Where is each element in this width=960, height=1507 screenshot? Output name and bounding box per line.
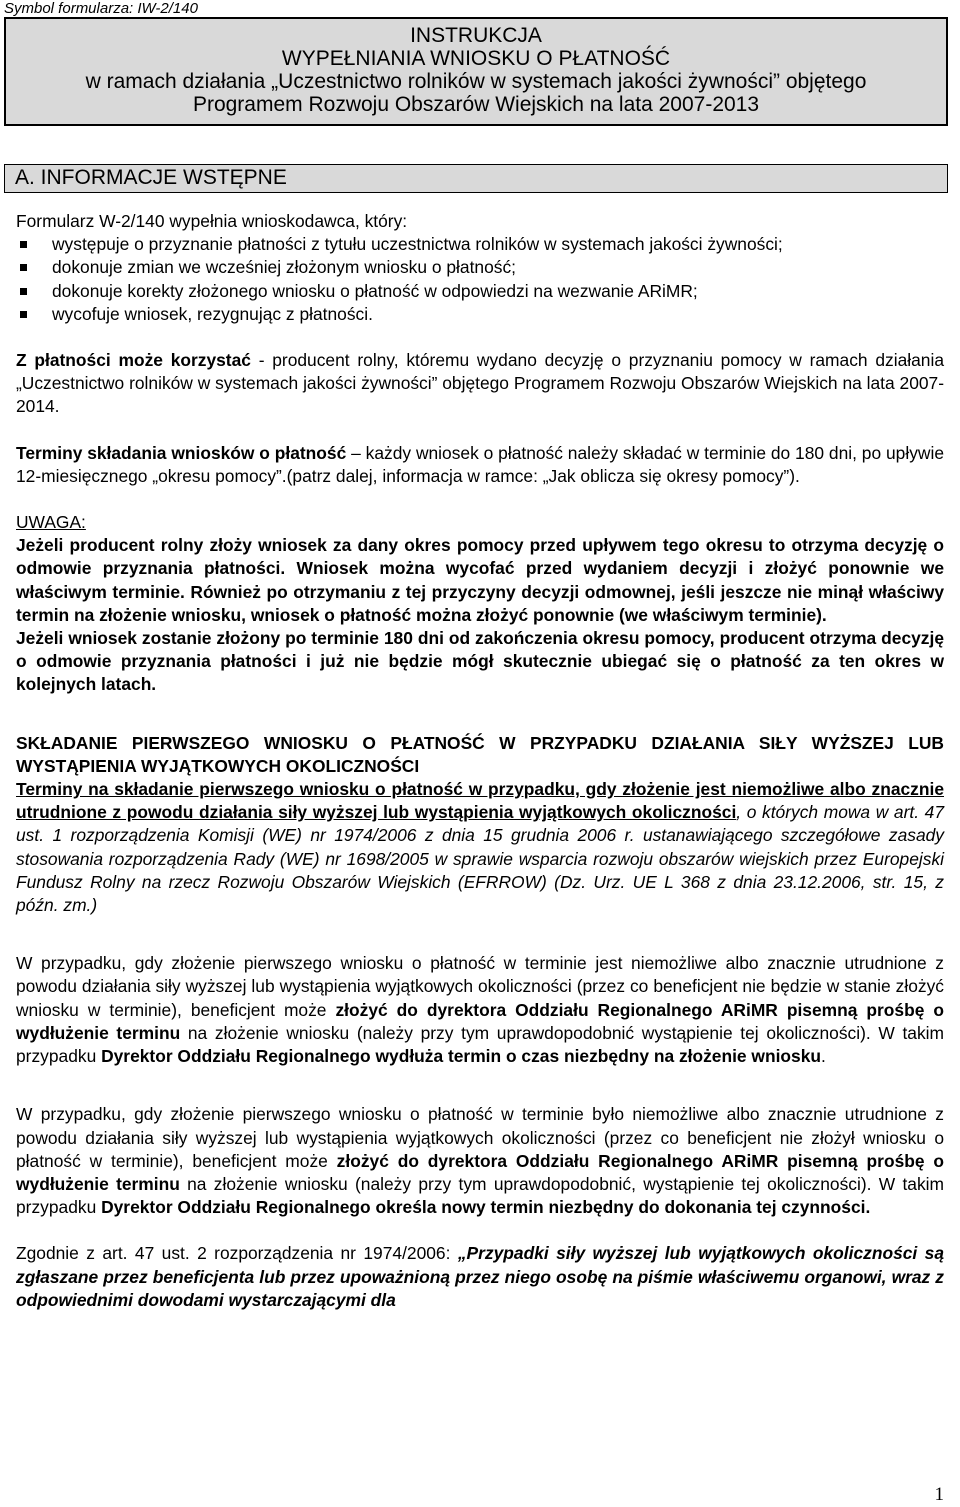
force-majeure-paragraph-1: W przypadku, gdy złożenie pierwszego wniosku o płatność w terminie jest niemożliwe albo znacznie utrudnione z powodu działania siły wyższej lub wystąpienia wyjątkowych okoliczności (przez co beneficjent nie będzie w stanie złożyć wniosku w terminie), beneficjent może złożyć do dyrektora Oddziału Regionalnego ARiMR pisemną prośbę o wydłużenie terminu na złożenie wniosku (należy przy tym uprawdopodobnić wystąpienie tej okoliczności). W takim przypadku Dyrektor Oddziału Regionalnego wydłuża termin o czas niezbędny na złożenie wniosku. bbox=[16, 953, 945, 1067]
title-box bbox=[4, 17, 948, 126]
bullet-item: dokonuje korekty złożonego wniosku o płatność w odpowiedzi na wezwanie ARiMR; bbox=[16, 280, 944, 303]
warning-label: UWAGA: bbox=[16, 512, 86, 533]
title-line-3: w ramach działania „Uczestnictwo rolników w systemach jakości żywności” objętego bbox=[85, 70, 867, 93]
intro-text: Formularz W-2/140 wypełnia wnioskodawca, który: bbox=[16, 211, 408, 231]
title-line-2: WYPEŁNIANIA WNIOSKU O PŁATNOŚĆ bbox=[281, 47, 671, 70]
force-majeure-lead-underlined: Terminy na składanie pierwszego wniosku o płatność w przypadku, gdy złożenie jest niemożliwe albo znacznie utrudnione z powodu działania siły wyższej lub wystąpienia wyjątkowych okoliczności bbox=[16, 779, 944, 823]
form-symbol: Symbol formularza: IW-2/140 bbox=[4, 0, 198, 17]
deadlines-paragraph bbox=[16, 442, 944, 488]
force-majeure-paragraph-2: W przypadku, gdy złożenie pierwszego wniosku o płatność w terminie było niemożliwe albo znacznie utrudnione z powodu działania siły wyższej lub wystąpienia wyjątkowych okoliczności (przez co beneficjent nie złożył wniosku o płatność w terminie), beneficjent może złożyć do dyrektora Oddziału Regionalnego ARiMR pisemną prośbę o wydłużenie terminu na złożenie wniosku (należy przy tym uprawdopodobnić, wystąpienie tej okoliczności). W takim przypadku Dyrektor Oddziału Regionalnego określa nowy termin niezbędny do dokonania tej czynności. bbox=[16, 1104, 945, 1218]
deadlines-text: – każdy wniosek o płatność należy składać w terminie do 180 dni, po upływie 12-miesięcznego „okresu pomocy”.(patrz dalej, informacja w ramce: „Jak oblicza się okresy pomocy”). bbox=[16, 442, 945, 486]
bullet-item: występuje o przyznanie płatności z tytułu uczestnictwa rolników w systemach jakości żywności; bbox=[16, 233, 944, 256]
warning-paragraph-1: Jeżeli producent rolny złoży wniosek za dany okres pomocy przed upływem tego okresu to otrzyma decyzję o odmowie przyznania płatności. Wniosek można wycofać przed wydaniem decyzji i złożyć ponownie we właściwym terminie. Również po otrzymaniu z tej przyczyny decyzji odmownej, jeśli jeszcze nie minął właściwy termin na złożenie wniosku, wniosek o płatność można złożyć ponownie (we właściwym terminie). bbox=[16, 535, 944, 625]
force-majeure-lead bbox=[16, 778, 944, 917]
bullet-item: dokonuje zmian we wcześniej złożonym wniosku o płatność; bbox=[16, 256, 944, 279]
warning-paragraph-2: Jeżeli wniosek zostanie złożony po terminie 180 dni od zakończenia okresu pomocy, producent otrzyma decyzję o odmowie przyznania płatności i już nie będzie mógł skutecznie ubiegać się o płatność za ten okres w kolejnych latach. bbox=[16, 628, 944, 695]
eligibility-text: - producent rolny, któremu wydano decyzję o przyznaniu pomocy w ramach działania „Uczestnictwo rolników w systemach jakości żywności” objętego Programem Rozwoju Obszarów Wiejskich na lata 2007-2014. bbox=[16, 350, 944, 417]
eligibility-paragraph bbox=[16, 349, 944, 419]
eligibility-lead: Z płatności może korzystać bbox=[16, 350, 251, 371]
page-number: 1 bbox=[934, 1484, 944, 1505]
deadlines-lead: Terminy składania wniosków o płatność bbox=[16, 442, 347, 463]
title-line-4: Programem Rozwoju Obszarów Wiejskich na lata 2007-2013 bbox=[192, 93, 760, 116]
force-majeure-heading: SKŁADANIE PIERWSZEGO WNIOSKU O PŁATNOŚĆ W PRZYPADKU DZIAŁANIA SIŁY WYŻSZEJ LUB WYSTĄPIENIA WYJĄTKOWYCH OKOLICZNOŚCI bbox=[16, 732, 944, 776]
document-body bbox=[16, 210, 944, 1312]
force-majeure-lead-rest: , o których mowa w art. 47 ust. 1 rozporządzenia Komisji (WE) nr 1974/2006 z dnia 15 grudnia 2006 r. ustanawiającego szczegółowe zasady stosowania rozporządzenia Rady (WE) nr 1698/2005 w sprawie wsparcia rozwoju obszarów wiejskich przez Europejski Fundusz Rolny na rzecz Rozwoju Obszarów Wiejskich (EFRROW) (Dz. Urz. UE L 368 z dnia 23.12.2006, str. 15, z późn. zm.) bbox=[16, 802, 944, 916]
bullet-item: wycofuje wniosek, rezygnując z płatności. bbox=[16, 303, 944, 326]
section-a-heading: A. INFORMACJE WSTĘPNE bbox=[4, 164, 948, 193]
title-line-1: INSTRUKCJA bbox=[410, 24, 542, 47]
applicant-bullet-list bbox=[16, 233, 944, 326]
force-majeure-paragraph-3: Zgodnie z art. 47 ust. 2 rozporządzenia nr 1974/2006: „Przypadki siły wyższej lub wyjątkowych okoliczności są zgłaszane przez beneficjenta lub przez upoważnioną przez niego osobę na piśmie właściwemu organowi, wraz z odpowiednimi dowodami wystarczającymi dla bbox=[16, 1243, 945, 1310]
